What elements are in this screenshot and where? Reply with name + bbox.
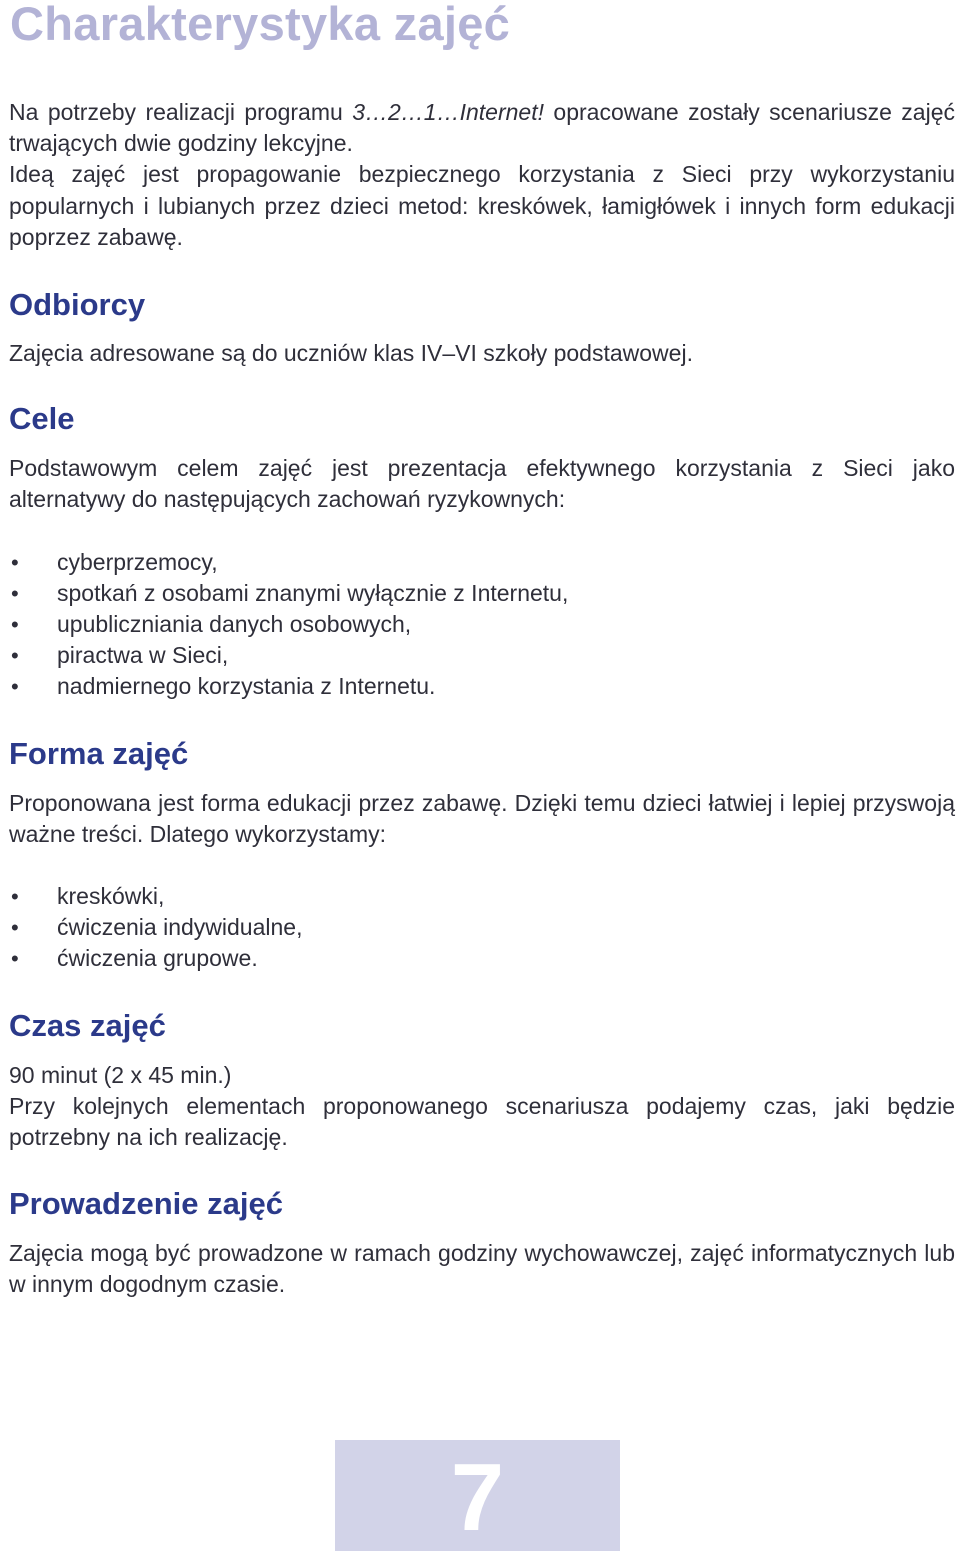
list-item: • ćwiczenia indywidualne, [9,912,955,943]
section-heading-cele: Cele [9,401,75,437]
bullet-icon: • [11,915,19,941]
bullet-icon: • [11,580,19,606]
intro-paragraph-2: Ideą zajęć jest propagowanie bezpiecznego korzystania z Sieci przy wykorzystaniu popularnych i lubianych przez dzieci metod: kreskówek, łamigłówek i innych form edukacji poprzez zabawę. [9,161,955,250]
list-item: • spotkań z osobami znanymi wyłącznie z Internetu, [9,578,955,609]
section-heading-prowadzenie: Prowadzenie zajęć [9,1186,283,1222]
list-item: • ćwiczenia grupowe. [9,943,955,974]
list-item: • kreskówki, [9,881,955,912]
section-heading-czas: Czas zajęć [9,1007,166,1043]
czas-text: Przy kolejnych elementach proponowanego scenariusza podajemy czas, jaki będzie potrzebny na ich realizację. [9,1092,955,1151]
page-content [9,97,955,1301]
page-number-box [335,1440,620,1551]
page-number: 7 [450,1444,505,1551]
intro-text-start: Na potrzeby realizacji programu [9,99,353,125]
program-name: 3…2…1…Internet! [352,99,544,125]
intro-paragraph-1 [9,97,955,159]
bullet-icon: • [11,612,19,638]
bullet-icon: • [11,884,19,910]
list-item: • cyberprzemocy, [9,547,955,578]
list-item: • nadmiernego korzystania z Internetu. [9,671,955,702]
bullet-icon: • [11,643,19,669]
cele-text: Podstawowym celem zajęć jest prezentacja efektywnego korzystania z Sieci jako alternatywy do następujących zachowań ryzykownych: [9,455,955,513]
bullet-icon: • [11,549,19,575]
section-heading-odbiorcy: Odbiorcy [9,287,146,323]
list-item: • upubliczniania danych osobowych, [9,609,955,640]
forma-list [9,881,955,975]
bullet-icon: • [11,946,19,972]
czas-duration: 90 minut (2 x 45 min.) [9,1061,232,1088]
cele-list [9,547,955,703]
prowadzenie-text: Zajęcia mogą być prowadzone w ramach godziny wychowawczej, zajęć informatycznych lub w innym dogodnym czasie. [9,1240,955,1298]
intro-text-end: opracowane zostały scenariusze zajęć trwających dwie godziny lekcyjne. [9,99,955,157]
section-heading-forma: Forma zajęć [9,735,189,771]
bullet-icon: • [11,674,19,700]
page-title: Charakterystyka zajęć [10,0,511,50]
forma-text: Proponowana jest forma edukacji przez zabawę. Dzięki temu dzieci łatwiej i lepiej przyswoją ważne treści. Dlatego wykorzystamy: [9,789,955,847]
odbiorcy-text: Zajęcia adresowane są do uczniów klas IV–VI szkoły podstawowej. [9,340,693,367]
list-item: • piractwa w Sieci, [9,640,955,671]
